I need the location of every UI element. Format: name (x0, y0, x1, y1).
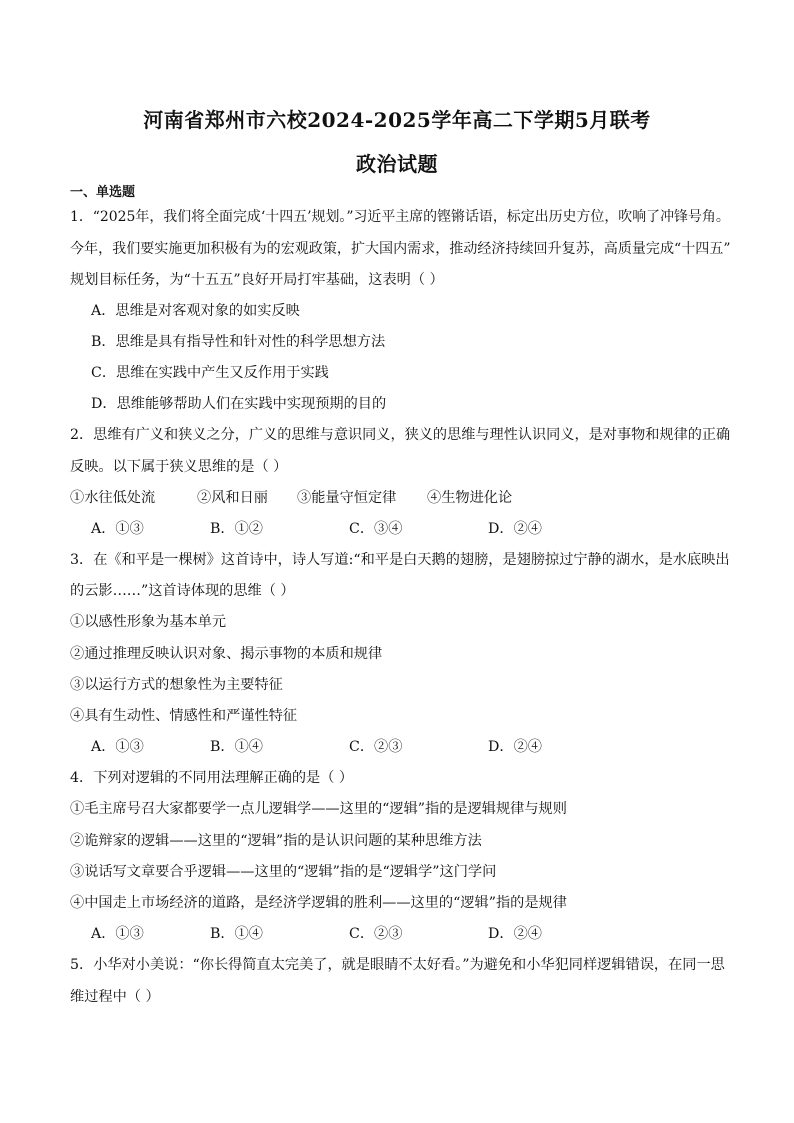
exam-subject-title: 政治试题 (356, 152, 438, 176)
question-5-stem-line-2: 维过程中（ ） (70, 989, 160, 1005)
question-4-options (91, 925, 651, 943)
question-3-option-a: A．①③ (91, 739, 144, 755)
exam-title: 河南省郑州市六校2024-2025学年高二下学期5月联考 (143, 108, 651, 132)
question-3-item-1: ①以感性形象为基本单元 (70, 614, 227, 630)
question-2-item-2: ②风和日丽 (197, 490, 268, 506)
question-2-option-c: C．③④ (349, 521, 403, 537)
question-1-stem-line-1: 1．“2025年，我们将全面完成‘十四五’规划。”习近平主席的铿锵话语，标定出历史方位，吹响了冲锋号角。 (70, 209, 730, 225)
question-1-option-b: B．思维是具有指导性和针对性的科学思想方法 (91, 334, 386, 350)
question-2-item-4: ④生物进化论 (427, 490, 513, 506)
question-2-items (70, 489, 630, 507)
question-4-item-2: ②诡辩家的逻辑——这里的“逻辑”指的是认识问题的某种思维方法 (70, 833, 482, 849)
question-3-item-4: ④具有生动性、情感性和严谨性特征 (70, 708, 298, 724)
question-4-option-a: A．①③ (91, 926, 144, 942)
section-heading: 一、单选题 (70, 185, 136, 200)
question-2-item-3: ③能量守恒定律 (297, 490, 397, 506)
question-4-option-c: C．②③ (349, 926, 403, 942)
question-4-option-d: D．②④ (488, 926, 542, 942)
question-4-item-4: ④中国走上市场经济的道路，是经济学逻辑的胜利——这里的“逻辑”指的是规律 (70, 895, 567, 911)
question-2-item-1: ①水往低处流 (70, 490, 156, 506)
question-3-item-2: ②通过推理反映认识对象、揭示事物的本质和规律 (70, 646, 383, 662)
question-2-stem-line-1: 2．思维有广义和狭义之分，广义的思维与意识同义，狭义的思维与理性认识同义，是对事物和规律的正确 (70, 427, 731, 443)
question-1-stem-line-3: 规划目标任务，为“十五五”良好开局打牢基础，这表明（ ） (70, 272, 444, 288)
question-3-item-3: ③以运行方式的想象性为主要特征 (70, 677, 283, 693)
question-5-stem-line-1: 5．小华对小美说：“你长得简直太完美了，就是眼睛不太好看。”为避免和小华犯同样逻辑错误，在同一思 (70, 957, 725, 973)
question-4-item-1: ①毛主席号召大家都要学一点儿逻辑学——这里的“逻辑”指的是逻辑规律与规则 (70, 801, 567, 817)
question-1-option-c: C．思维在实践中产生又反作用于实践 (91, 365, 329, 381)
question-2-options (91, 520, 651, 538)
question-3-option-c: C．②③ (349, 739, 403, 755)
question-1-option-a: A．思维是对客观对象的如实反映 (91, 303, 300, 319)
question-3-stem-line-1: 3．在《和平是一棵树》这首诗中，诗人写道:“和平是白天鹅的翅膀，是翅膀掠过宁静的湖水，是水底映出 (70, 552, 730, 568)
question-4-item-3: ③说话写文章要合乎逻辑——这里的“逻辑”指的是“逻辑学”这门学问 (70, 864, 497, 880)
question-3-option-b: B．①④ (210, 739, 263, 755)
question-3-stem-line-2: 的云影……”这首诗体现的思维（ ） (70, 583, 295, 599)
question-2-option-a: A．①③ (91, 521, 144, 537)
question-1-stem-line-2: 今年，我们要实施更加积极有为的宏观政策，扩大国内需求，推动经济持续回升复苏，高质量完成“十四五” (70, 241, 731, 257)
question-2-option-b: B．①② (210, 521, 263, 537)
question-2-option-d: D．②④ (488, 521, 542, 537)
question-3-options (91, 738, 651, 756)
question-1-option-d: D．思维能够帮助人们在实践中实现预期的目的 (91, 396, 387, 412)
question-4-option-b: B．①④ (210, 926, 263, 942)
question-3-option-d: D．②④ (488, 739, 542, 755)
question-4-stem-line-1: 4．下列对逻辑的不同用法理解正确的是（ ） (70, 770, 354, 786)
question-2-stem-line-2: 反映。以下属于狭义思维的是（ ） (70, 459, 288, 475)
